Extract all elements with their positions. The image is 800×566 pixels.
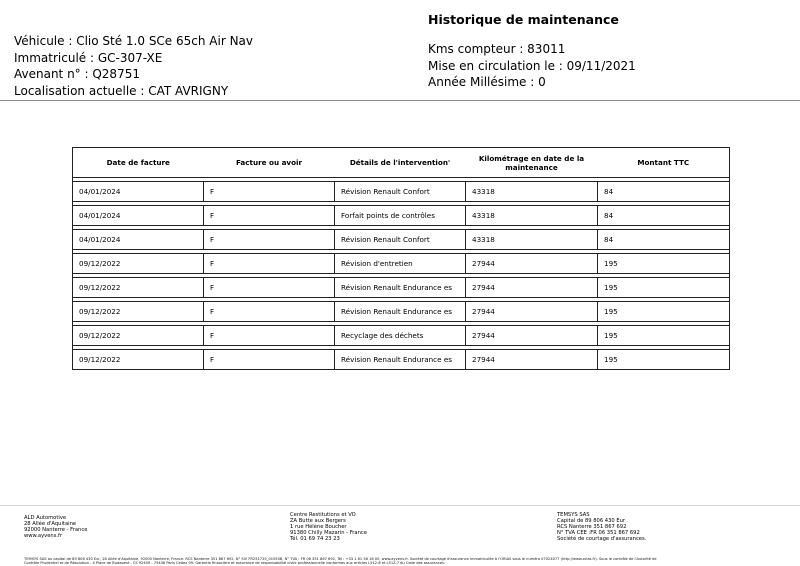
table-body xyxy=(73,178,730,370)
cell-invoice-type: F xyxy=(204,254,335,274)
footer-divider xyxy=(0,505,800,506)
cell-amount: 195 xyxy=(598,302,730,322)
cell-invoice-type: F xyxy=(204,302,335,322)
column-header-intervention-details: Détails de l'intervention' xyxy=(335,148,466,178)
footer-restitution-center xyxy=(290,512,367,542)
cell-amount: 195 xyxy=(598,326,730,346)
footer-line: 91380 Chilly Mazarin - France xyxy=(290,530,367,537)
cell-amount: 195 xyxy=(598,278,730,298)
column-header-amount: Montant TTC xyxy=(598,148,730,178)
cell-intervention-details: Recyclage des déchets xyxy=(335,326,466,346)
cell-intervention-details: Révision Renault Endurance es xyxy=(335,302,466,322)
cell-mileage: 43318 xyxy=(466,206,598,226)
column-header-invoice-type: Facture ou avoir xyxy=(204,148,335,178)
cell-invoice-date: 09/12/2022 xyxy=(73,254,204,274)
cell-invoice-date: 09/12/2022 xyxy=(73,350,204,370)
footer-legal-entity xyxy=(557,512,646,542)
table-row xyxy=(73,182,730,202)
footer-line: 28 Allée d'Aquitaine xyxy=(24,521,77,528)
cell-mileage: 43318 xyxy=(466,230,598,250)
report-title: Historique de maintenance xyxy=(428,12,619,27)
cell-invoice-type: F xyxy=(204,206,335,226)
column-header-mileage: Kilométrage en date de la maintenance xyxy=(466,148,598,178)
vehicle-info xyxy=(14,33,253,99)
footer-line: TEMSYS SAS xyxy=(557,512,590,518)
table-row xyxy=(73,326,730,346)
footer-line: Capital de 89 806 430 Eur xyxy=(557,518,626,525)
cell-amount: 195 xyxy=(598,350,730,370)
footer-line: N° TVA CEE :FR 06 351 867 692 xyxy=(557,530,640,537)
legal-line: Contrôle Prudentiel et de Résolution - 4 Place de Budapest - CS 92459 - 75436 Paris Cedex 09. Garantie financière et assurance de responsabilité civile professionnelle conformes aux articles L512-6 et L512-7 du Code des assurances. xyxy=(24,561,446,566)
footer-line: 92000 Nanterre - France xyxy=(24,527,88,534)
cell-mileage: 27944 xyxy=(466,254,598,274)
registration-number: Immatriculé : GC-307-XE xyxy=(14,50,163,65)
footer-line: Tél. 01 69 74 23 23 xyxy=(290,536,340,543)
cell-mileage: 27944 xyxy=(466,302,598,322)
maintenance-table-wrap xyxy=(72,147,729,370)
cell-intervention-details: Forfait points de contrôles xyxy=(335,206,466,226)
footer-company-address xyxy=(24,515,87,539)
cell-intervention-details: Révision Renault Endurance es xyxy=(335,350,466,370)
footer-line: 1 rue Hélène Boucher xyxy=(290,524,347,531)
table-row xyxy=(73,278,730,298)
cell-invoice-date: 09/12/2022 xyxy=(73,326,204,346)
cell-invoice-type: F xyxy=(204,230,335,250)
footer-line: RCS Nanterre 351 867 692 xyxy=(557,524,627,531)
cell-amount: 84 xyxy=(598,230,730,250)
cell-mileage: 27944 xyxy=(466,350,598,370)
table-row xyxy=(73,350,730,370)
footer-website-link[interactable]: www.ayvens.fr xyxy=(24,533,63,540)
cell-invoice-date: 09/12/2022 xyxy=(73,302,204,322)
footer-line: ALD Automotive xyxy=(24,515,67,521)
cell-intervention-details: Révision d'entretien xyxy=(335,254,466,274)
cell-amount: 84 xyxy=(598,182,730,202)
cell-intervention-details: Révision Renault Confort xyxy=(335,230,466,250)
cell-invoice-type: F xyxy=(204,278,335,298)
cell-invoice-date: 04/01/2024 xyxy=(73,182,204,202)
cell-invoice-date: 09/12/2022 xyxy=(73,278,204,298)
cell-mileage: 27944 xyxy=(466,326,598,346)
table-row xyxy=(73,206,730,226)
cell-invoice-type: F xyxy=(204,350,335,370)
cell-invoice-type: F xyxy=(204,326,335,346)
footer-legal-notice xyxy=(24,557,784,566)
odometer: Kms compteur : 83011 xyxy=(428,42,566,56)
table-row xyxy=(73,302,730,322)
cell-mileage: 27944 xyxy=(466,278,598,298)
footer-line: Centre Restitutions et VO xyxy=(290,512,356,518)
cell-invoice-date: 04/01/2024 xyxy=(73,230,204,250)
footer-line: Société de courtage d'assurances. xyxy=(557,536,647,543)
table-row xyxy=(73,254,730,274)
legal-line: TEMSYS SAS au capital de 89 806 430 Eur, 28 Allée d'Aquitaine, 92000 Nanterre, France. RCS Nanterre 351 867 692. N° SIV FR251725_01550B, N° TVA : FR 06 351 867 692, Tél : +33 1 61 56 16 00, www.ayvens.fr. Société de courtage d'assurance immatriculée à l'ORIAS sous le numéro 07024077 (http://www.orias.fr). Sous le contrôle de l'Autorité de xyxy=(24,557,657,561)
column-header-invoice-date: Date de facture xyxy=(73,148,204,178)
registration-date: Mise en circulation le : 09/11/2021 xyxy=(428,58,636,73)
model-year: Année Millésime : 0 xyxy=(428,75,546,89)
table-header-row xyxy=(73,148,730,178)
counter-info xyxy=(428,41,636,91)
header-divider xyxy=(0,100,800,101)
cell-amount: 195 xyxy=(598,254,730,274)
amendment-number: Avenant n° : Q28751 xyxy=(14,67,140,81)
footer-line: ZA Butte aux Bergers xyxy=(290,518,346,525)
maintenance-table xyxy=(72,147,730,370)
cell-mileage: 43318 xyxy=(466,182,598,202)
cell-amount: 84 xyxy=(598,206,730,226)
vehicle-model: Véhicule : Clio Sté 1.0 SCe 65ch Air Nav xyxy=(14,34,254,48)
cell-intervention-details: Révision Renault Confort xyxy=(335,182,466,202)
cell-invoice-type: F xyxy=(204,182,335,202)
cell-intervention-details: Révision Renault Endurance es xyxy=(335,278,466,298)
current-location: Localisation actuelle : CAT AVRIGNY xyxy=(14,83,229,98)
table-row xyxy=(73,230,730,250)
cell-invoice-date: 04/01/2024 xyxy=(73,206,204,226)
